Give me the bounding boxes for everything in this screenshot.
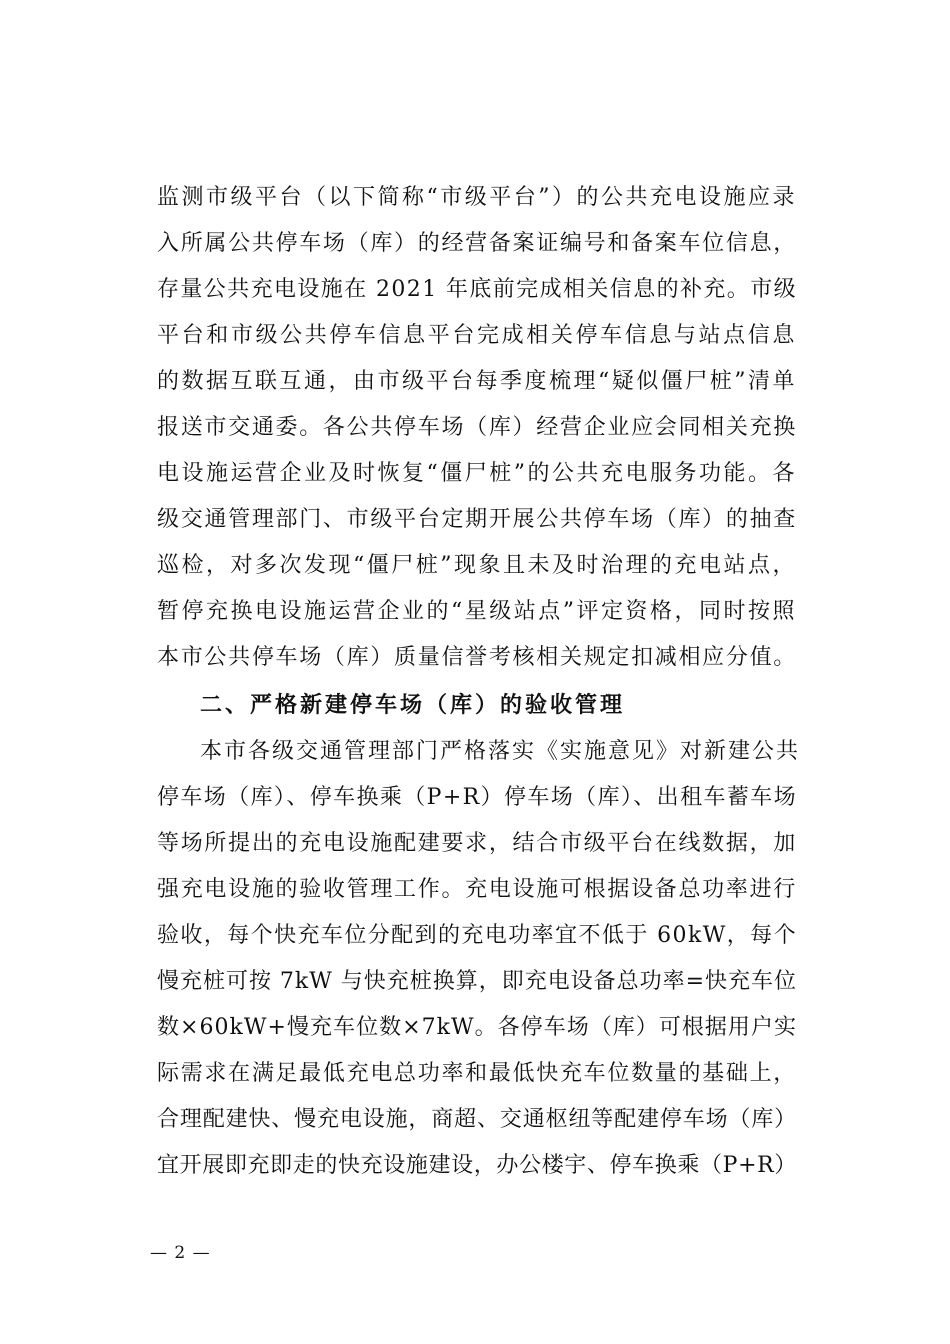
paragraph-line: 电设施运营企业及时恢复“僵尸桩”的公共充电服务功能。各 xyxy=(157,461,797,486)
paragraph-line: 本市各级交通管理部门严格落实《实施意见》对新建公共 xyxy=(200,739,800,764)
paragraph-line: 暂停充换电设施运营企业的“星级站点”评定资格，同时按照 xyxy=(157,599,797,624)
paragraph-line: 宜开展即充即走的快充设施建设，办公楼宇、停车换乘（P+R） xyxy=(157,1153,797,1178)
paragraph-line: 等场所提出的充电设施配建要求，结合市级平台在线数据，加 xyxy=(157,831,797,856)
page-number: — 2 — xyxy=(150,1243,211,1263)
paragraph-line: 际需求在满足最低充电总功率和最低快充车位数量的基础上， xyxy=(157,1061,797,1086)
paragraph-line: 平台和市级公共停车信息平台完成相关停车信息与站点信息 xyxy=(157,323,797,348)
paragraph-line: 报送市交通委。各公共停车场（库）经营企业应会同相关充换 xyxy=(157,415,797,440)
paragraph-line: 合理配建快、慢充电设施，商超、交通枢纽等配建停车场（库） xyxy=(157,1107,797,1132)
paragraph-line: 巡检，对多次发现“僵尸桩”现象且未及时治理的充电站点， xyxy=(157,553,797,578)
paragraph-line: 慢充桩可按 7kW 与快充桩换算，即充电设备总功率=快充车位 xyxy=(157,969,797,994)
paragraph-line: 存量公共充电设施在 2021 年底前完成相关信息的补充。市级 xyxy=(157,277,797,302)
paragraph-line: 级交通管理部门、市级平台定期开展公共停车场（库）的抽查 xyxy=(157,507,797,532)
paragraph-line: 强充电设施的验收管理工作。充电设施可根据设备总功率进行 xyxy=(157,877,797,902)
paragraph-line: 的数据互联互通，由市级平台每季度梳理“疑似僵尸桩”清单 xyxy=(157,369,797,394)
paragraph-line: 监测市级平台（以下简称“市级平台”）的公共充电设施应录 xyxy=(157,185,797,210)
paragraph-line: 本市公共停车场（库）质量信誉考核相关规定扣减相应分值。 xyxy=(157,645,797,670)
paragraph-line: 停车场（库）、停车换乘（P+R）停车场（库）、出租车蓄车场 xyxy=(157,785,797,810)
paragraph-line: 数×60kW+慢充车位数×7kW。各停车场（库）可根据用户实 xyxy=(157,1015,797,1040)
paragraph-line: 入所属公共停车场（库）的经营备案证编号和备案车位信息， xyxy=(157,231,797,256)
paragraph-line: 验收，每个快充车位分配到的充电功率宜不低于 60kW，每个 xyxy=(157,923,797,948)
section-heading: 二、严格新建停车场（库）的验收管理 xyxy=(200,693,626,718)
